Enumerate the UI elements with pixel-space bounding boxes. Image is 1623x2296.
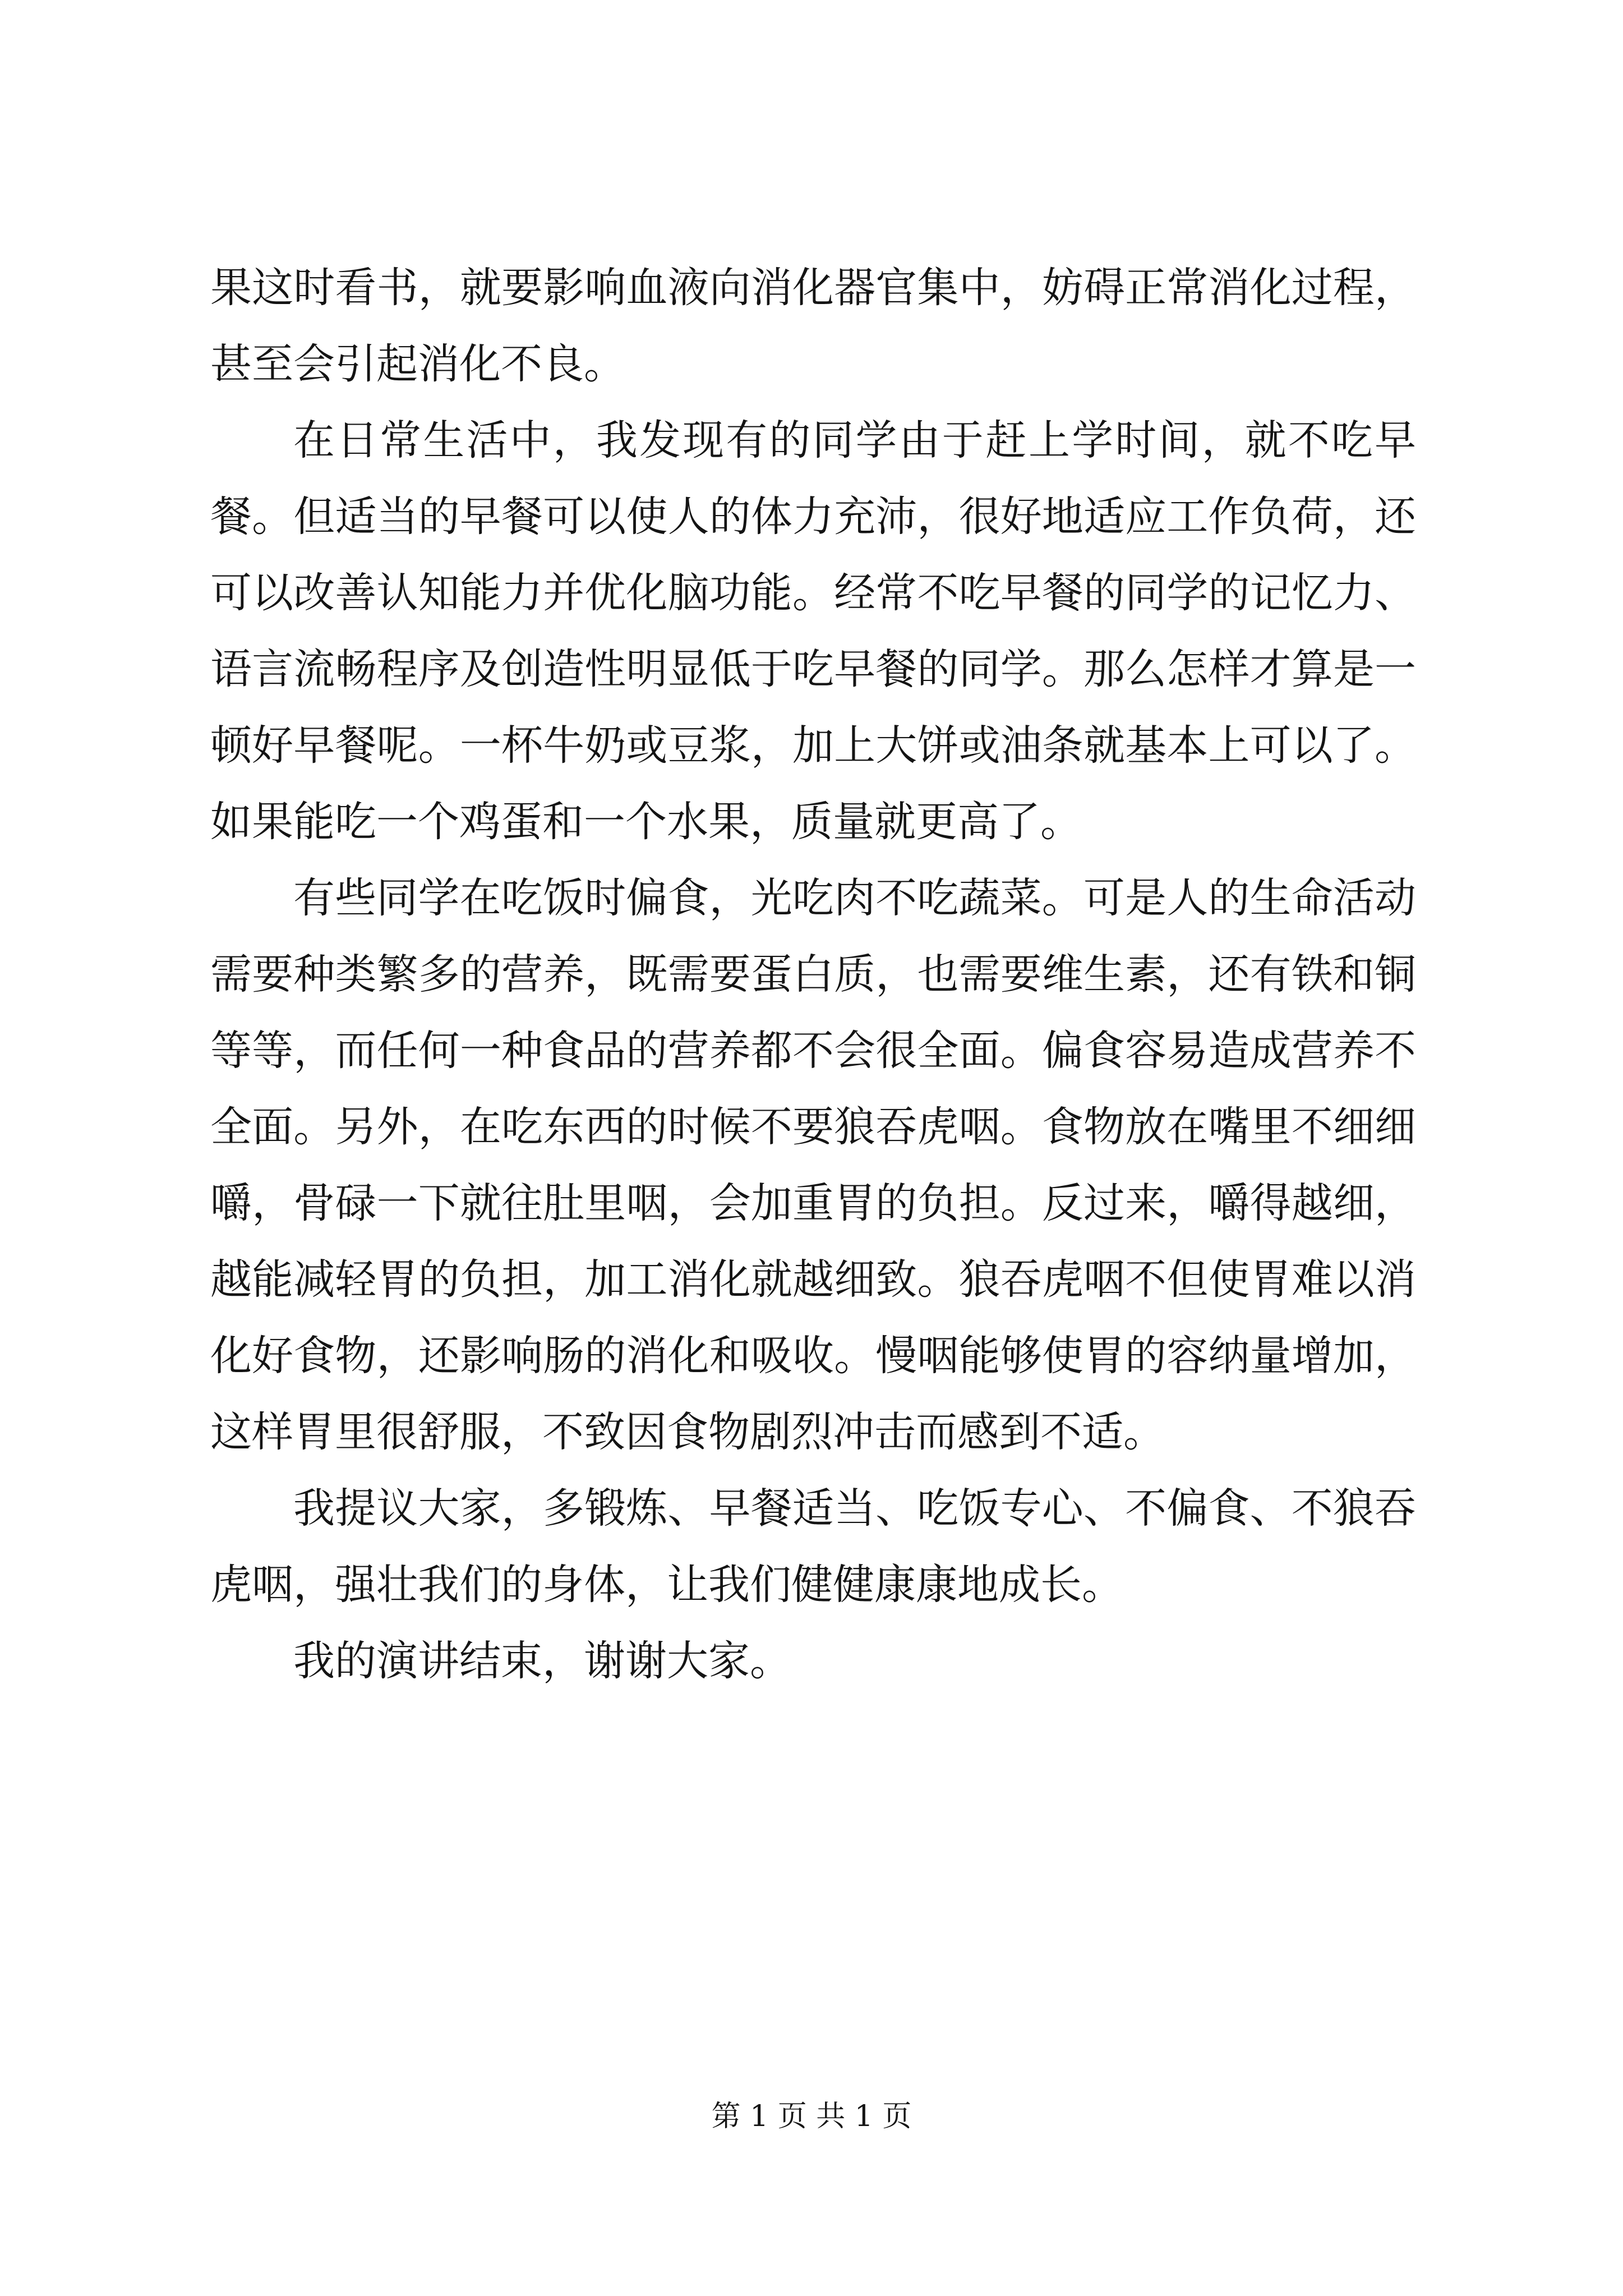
paragraph-2: 在日常生活中，我发现有的同学由于赶上学时间，就不吃早餐。但适当的早餐可以使人的体力充沛，很好地适应工作负荷，还可以改善认知能力并优化脑功能。经常不吃早餐的同学的记忆力、语言流畅程序及创造性明显低于吃早餐的同学。那么怎样才算是一顿好早餐呢。一杯牛奶或豆浆，加上大饼或油条就基本上可以了。如果能吃一个鸡蛋和一个水果，质量就更高了。 (210, 416, 1416, 846)
page-number: 第 1 页 共 1 页 (711, 2100, 912, 2133)
paragraph-1: 果这时看书，就要影响血液向消化器官集中，妨碍正常消化过程，甚至会引起消化不良。 (210, 264, 1416, 388)
paragraph-4: 我提议大家，多锻炼、早餐适当、吃饭专心、不偏食、不狼吞虎咽，强壮我们的身体，让我们健健康康地成长。 (210, 1484, 1416, 1609)
document-body (210, 250, 1416, 1699)
paragraph-5: 我的演讲结束，谢谢大家。 (293, 1637, 791, 1685)
paragraph-3: 有些同学在吃饭时偏食，光吃肉不吃蔬菜。可是人的生命活动需要种类繁多的营养，既需要蛋白质，也需要维生素，还有铁和铜等等，而任何一种食品的营养都不会很全面。偏食容易造成营养不全面。另外，在吃东西的时候不要狼吞虎咽。食物放在嘴里不细细嚼，骨碌一下就往肚里咽，会加重胃的负担。反过来，嚼得越细，越能减轻胃的负担，加工消化就越细致。狼吞虎咽不但使胃难以消化好食物，还影响肠的消化和吸收。慢咽能够使胃的容纳量增加，这样胃里很舒服，不致因食物剧烈冲击而感到不适。 (210, 874, 1416, 1456)
page-footer (0, 2097, 1623, 2136)
